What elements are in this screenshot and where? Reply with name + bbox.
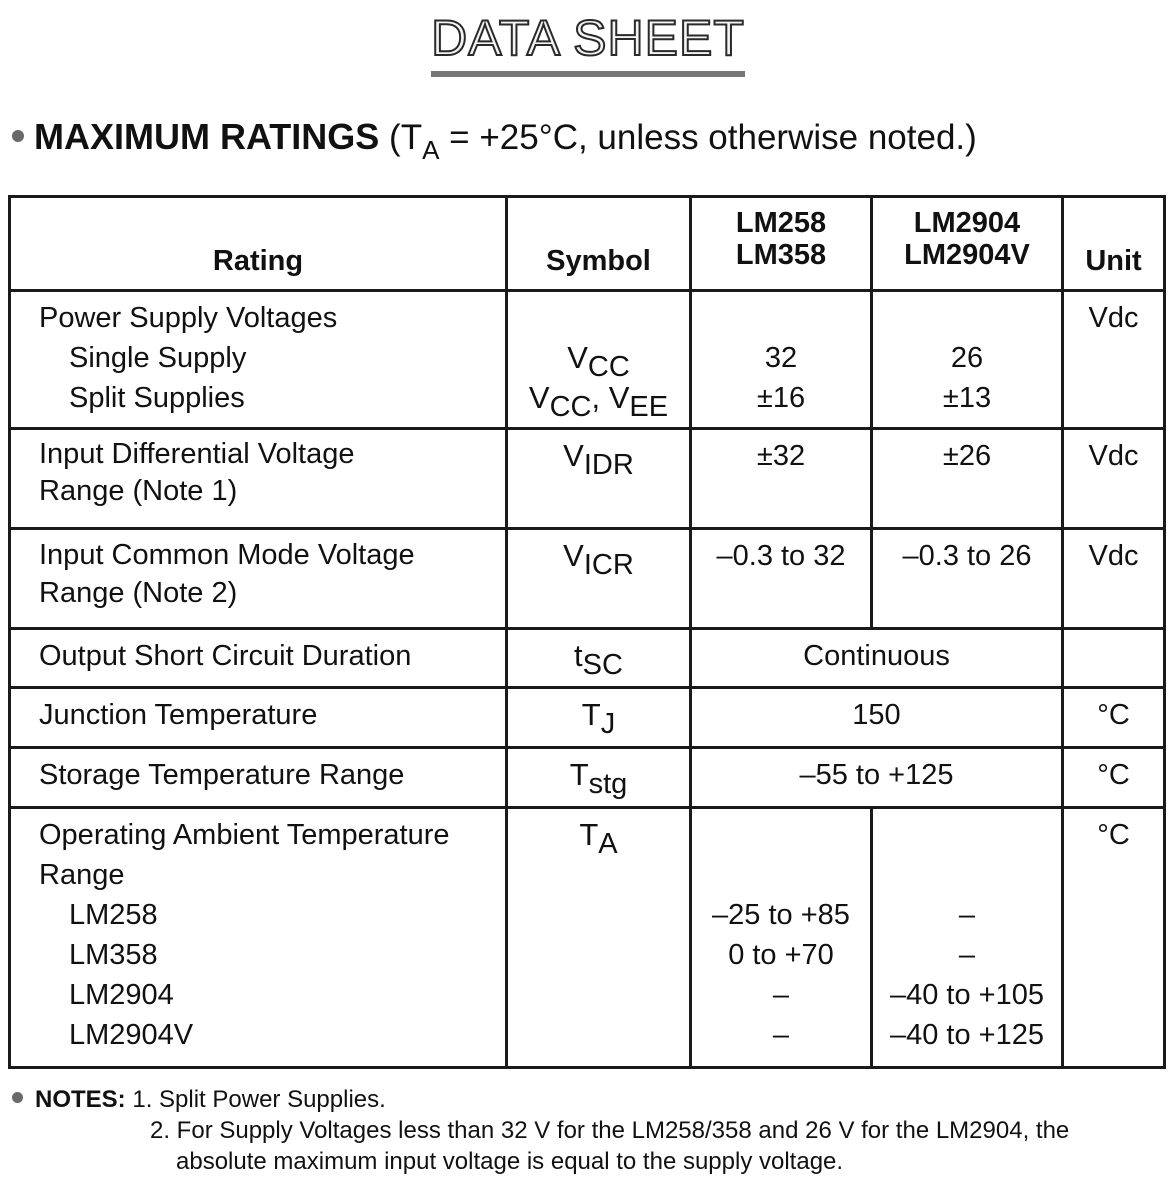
cell-value: –25 to +85 (712, 899, 850, 931)
device-label: LM258 (69, 899, 158, 931)
unit-icr: Vdc (1063, 529, 1165, 629)
bullet-icon (12, 130, 24, 142)
rating-power-supply (10, 291, 507, 429)
rating-label-cont: Range (Note 1) (39, 475, 238, 507)
notes-label: NOTES: (35, 1086, 126, 1113)
value-tstg: –55 to +125 (691, 748, 1063, 808)
header-rating: Rating (10, 197, 507, 291)
device-label: LM2904V (69, 1019, 194, 1051)
table-row (10, 808, 1165, 1068)
bullet-icon (12, 1092, 23, 1103)
maximum-ratings-table (8, 195, 1166, 1069)
banner (0, 12, 1176, 77)
unit-ta: °C (1063, 808, 1165, 1068)
value-lm2904-idr: ±26 (872, 429, 1063, 529)
value-lm2904-power (872, 291, 1063, 429)
value-lm258-ta (691, 808, 872, 1068)
cell-value: –40 to +105 (889, 979, 1044, 1011)
value-lm258-power (691, 291, 872, 429)
header-lm2904v: LM2904V (904, 239, 1030, 271)
symbol-vcc-vee: VCC, VEE (528, 380, 669, 423)
device-label: LM2904 (69, 979, 174, 1011)
table-row (10, 529, 1165, 629)
value-lm2904-icr: –0.3 to 26 (872, 529, 1063, 629)
symbol-vidr: VIDR (507, 429, 691, 529)
rating-output-short-circuit: Output Short Circuit Duration (10, 629, 507, 688)
cell-value: 0 to +70 (728, 939, 834, 971)
value-tsc: Continuous (691, 629, 1063, 688)
symbol-tsc: tSC (507, 629, 691, 688)
section-title: MAXIMUM RATINGS (34, 116, 380, 157)
value-tj: 150 (691, 688, 1063, 748)
rating-sublabel: Split Supplies (69, 382, 245, 414)
rating-sublabel: Single Supply (69, 342, 247, 374)
table-row (10, 429, 1165, 529)
rating-label: Operating Ambient Temperature (39, 819, 450, 851)
cell-value: – (772, 979, 790, 1011)
rating-label: Power Supply Voltages (39, 302, 338, 334)
symbol-vcc: VCC (567, 340, 630, 383)
rating-label: Input Common Mode Voltage (39, 539, 415, 571)
condition-subscript: A (422, 135, 440, 165)
cell-value: ±16 (756, 382, 806, 414)
table-row (10, 688, 1165, 748)
value-lm2904-ta (872, 808, 1063, 1068)
symbol-power-supply (507, 291, 691, 429)
cell-value: – (958, 939, 976, 971)
unit-tstg: °C (1063, 748, 1165, 808)
rating-label-cont: Range (39, 859, 125, 891)
cell-value: 32 (764, 342, 798, 374)
unit-tsc (1063, 629, 1165, 688)
symbol-tj: TJ (507, 688, 691, 748)
header-unit: Unit (1063, 197, 1165, 291)
cell-value: ±13 (942, 382, 992, 414)
condition-prefix: (T (389, 118, 423, 157)
rating-operating-ambient (10, 808, 507, 1068)
cell-value: – (772, 1019, 790, 1051)
section-heading (12, 116, 977, 166)
cell-value: 26 (950, 342, 984, 374)
unit-idr: Vdc (1063, 429, 1165, 529)
rating-label: Input Differential Voltage (39, 438, 355, 470)
symbol-vicr: VICR (507, 529, 691, 629)
table-row (10, 629, 1165, 688)
value-lm258-icr: –0.3 to 32 (691, 529, 872, 629)
note-1-line (12, 1084, 1172, 1115)
note-2: 2. For Supply Voltages less than 32 V for the LM258/358 and 26 V for the LM2904, the (150, 1117, 1070, 1144)
rating-input-differential (10, 429, 507, 529)
value-lm258-idr: ±32 (691, 429, 872, 529)
header-lm2904: LM2904 (913, 207, 1021, 239)
rating-junction-temperature: Junction Temperature (10, 688, 507, 748)
rating-label-cont: Range (Note 2) (39, 577, 238, 609)
notes (12, 1084, 1172, 1177)
condition-suffix: = +25°C, unless otherwise noted.) (439, 118, 977, 157)
symbol-tstg: Tstg (507, 748, 691, 808)
rating-storage-temperature: Storage Temperature Range (10, 748, 507, 808)
header-symbol: Symbol (507, 197, 691, 291)
table-row (10, 748, 1165, 808)
table-row (10, 291, 1165, 429)
unit-tj: °C (1063, 688, 1165, 748)
header-lm258-lm358 (691, 197, 872, 291)
symbol-ta: TA (507, 808, 691, 1068)
cell-value: – (958, 899, 976, 931)
rating-input-common-mode (10, 529, 507, 629)
note-1: 1. Split Power Supplies. (132, 1086, 386, 1113)
unit-power: Vdc (1063, 291, 1165, 429)
header-row (10, 197, 1165, 291)
cell-value: –40 to +125 (889, 1019, 1044, 1051)
header-lm258: LM258 (735, 207, 827, 239)
header-lm2904-lm2904v (872, 197, 1063, 291)
header-lm358: LM358 (735, 239, 827, 271)
note-2-cont: absolute maximum input voltage is equal to the supply voltage. (176, 1148, 844, 1175)
device-label: LM358 (69, 939, 158, 971)
banner-title: DATA SHEET (431, 12, 745, 77)
